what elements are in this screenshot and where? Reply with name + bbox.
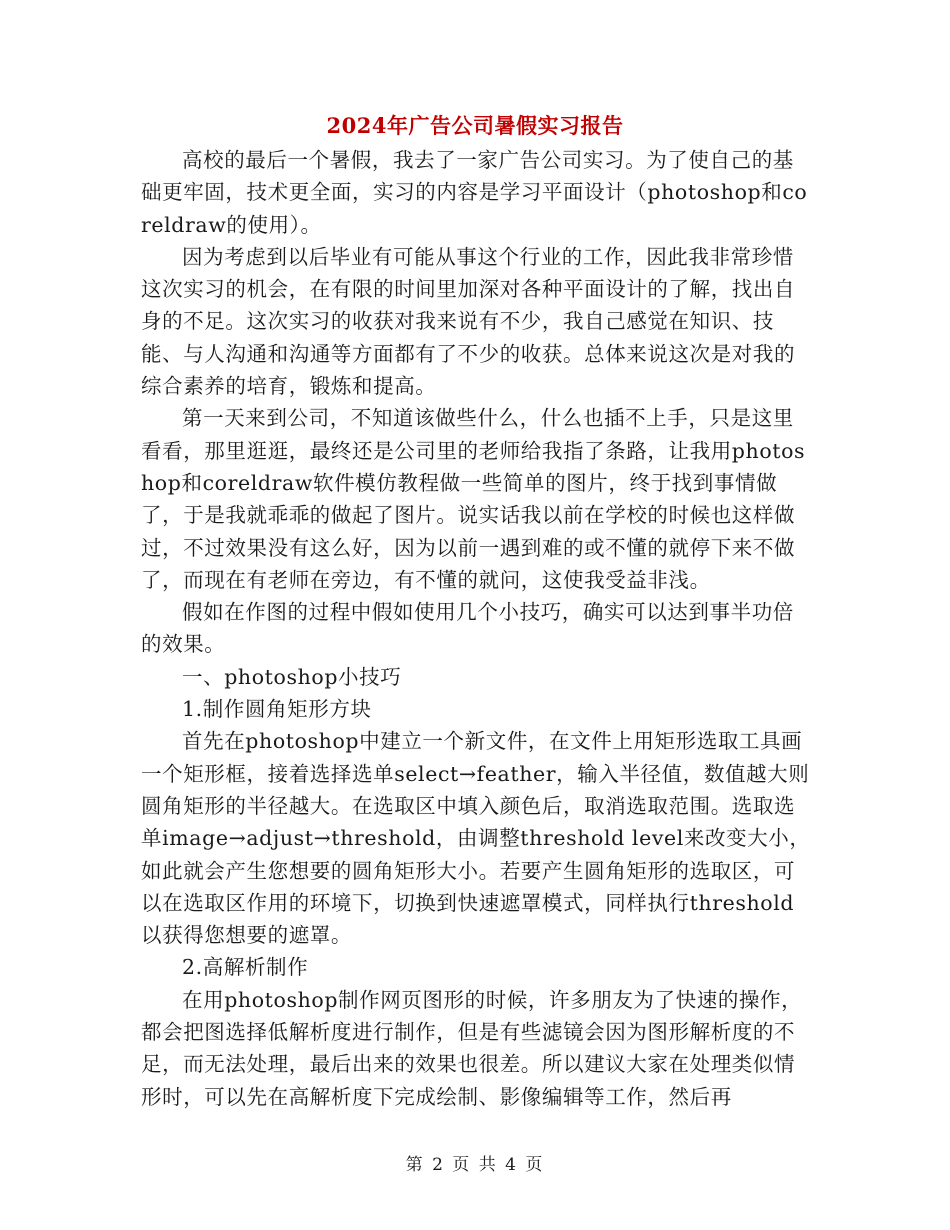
paragraph-intro: 高校的最后一个暑假，我去了一家广告公司实习。为了使自己的基础更牢固，技术更全面，实习的内容是学习平面设计（photoshop和coreldraw的使用）。 [141,148,808,237]
paragraph-tips-intro: 假如在作图的过程中假如使用几个小技巧，确实可以达到事半功倍的效果。 [141,600,794,657]
subsection-heading-high-res: 2.高解析制作 [182,955,309,980]
paragraph-motivation: 因为考虑到以后毕业有可能从事这个行业的工作，因此我非常珍惜这次实习的机会，在有限的时间里加深对各种平面设计的了解，找出自身的不足。这次实习的收获对我来说有不少，我自己感觉在知识、技能、与人沟通和沟通等方面都有了不少的收获。总体来说这次是对我的综合素养的培育，锻炼和提高。 [141,244,796,399]
paragraph-high-res: 在用photoshop制作网页图形的时候，许多朋友为了快速的操作，都会把图选择低解析度进行制作，但是有些滤镜会因为图形解析度的不足，而无法处理，最后出来的效果也很差。所以建议大家在处理类似情形时，可以先在高解析度下完成绘制、影像编辑等工作，然后再 [141,987,803,1109]
subsection-heading-rounded-rect: 1.制作圆角矩形方块 [182,697,372,722]
paragraph-first-day: 第一天来到公司，不知道该做些什么，什么也插不上手，只是这里看看，那里逛逛，最终还是公司里的老师给我指了条路，让我用photoshop和coreldraw软件模仿教程做一些简单的图片，终于找到事情做了，于是我就乖乖的做起了图片。说实话我以前在学校的时候也这样做过，不过效果没有这么好，因为以前一遇到难的或不懂的就停下来不做了，而现在有老师在旁边，有不懂的就问，这使我受益非浅。 [141,406,806,592]
document-body [141,144,811,1113]
paragraph-rounded-rect: 首先在photoshop中建立一个新文件，在文件上用矩形选取工具画一个矩形框，接着选择选单select→feather，输入半径值，数值越大则圆角矩形的半径越大。在选取区中填入颜色后，取消选取范围。选取选单image→adjust→threshold，由调整threshold level来改变大小，如此就会产生您想要的圆角矩形大小。若要产生圆角矩形的选取区，可以在选取区作用的环境下，切换到快速遮罩模式，同样执行threshold以获得您想要的遮罩。 [141,729,811,948]
document-title: 2024年广告公司暑假实习报告 [326,113,624,138]
page-number-footer: 第 2 页 共 4 页 [405,1155,545,1175]
section-heading-photoshop-tips: 一、photoshop小技巧 [182,664,402,689]
